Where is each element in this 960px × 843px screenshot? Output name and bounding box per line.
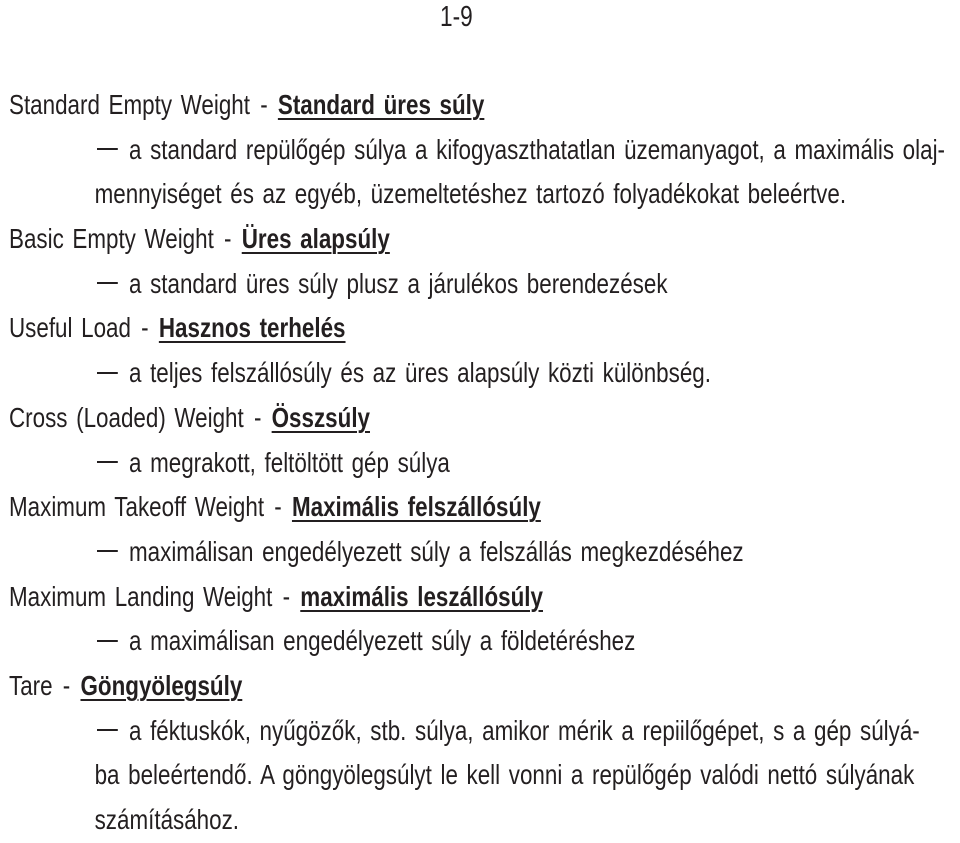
term-separator: -: [274, 491, 282, 523]
definition-text: számításához.: [94, 804, 240, 835]
term-hungarian: Hasznos terhelés: [158, 312, 346, 344]
definition-line: [9, 619, 765, 664]
term-hungarian: Üres alapsúly: [241, 223, 390, 255]
em-dash-rule: [97, 282, 118, 284]
term-separator: -: [141, 312, 149, 344]
definition-text: ba beleértendő. A göngyölegsúlyt le kell vonni a repülőgép valódi nettó súlyának: [94, 759, 915, 791]
term-separator: -: [282, 580, 291, 612]
definition-text: maximálisan engedélyezett súly a felszállás megkezdéséhez: [129, 535, 744, 567]
glossary-term: [9, 396, 765, 441]
term-english: Maximum Landing Weight: [9, 580, 273, 612]
term-english: Cross (Loaded) Weight: [9, 401, 244, 433]
term-separator: -: [253, 401, 262, 433]
glossary-term: [9, 664, 765, 709]
page-number: 1-9: [440, 1, 473, 33]
definition-text: a féktuskók, nyűgözők, stb. súlya, amikor mérik a repiilőgépet, s a gép súlyá-: [129, 714, 920, 746]
em-dash-rule: [97, 550, 118, 552]
glossary-entries: [9, 83, 954, 843]
term-hungarian: Összsúly: [271, 401, 370, 433]
definition-line: [9, 351, 765, 396]
glossary-term: [9, 217, 765, 262]
em-dash-rule: [97, 461, 118, 463]
definition-text: a teljes felszállósúly és az üres alapsúly közti különbség.: [129, 357, 711, 389]
term-english: Useful Load: [9, 312, 131, 344]
term-separator: -: [260, 89, 268, 120]
definition-line: [9, 530, 765, 575]
em-dash-rule: [97, 640, 118, 642]
definition-line: [9, 709, 920, 754]
term-english: Tare: [9, 669, 53, 701]
em-dash-rule: [97, 372, 118, 374]
glossary-term: [9, 306, 765, 351]
definition-text: a megrakott, feltöltött gép súlya: [129, 446, 450, 478]
term-separator: -: [224, 223, 232, 255]
term-hungarian: maximális leszállósúly: [300, 580, 543, 612]
em-dash-rule: [97, 148, 118, 150]
term-hungarian: Standard üres súly: [277, 89, 485, 120]
term-english: Standard Empty Weight: [9, 89, 250, 120]
definition-line: [9, 798, 765, 843]
term-separator: -: [62, 669, 71, 701]
definition-text: a maximálisan engedélyezett súly a földetéréshez: [129, 625, 636, 657]
definition-line: [9, 128, 946, 173]
term-hungarian: Maximális felszállósúly: [291, 491, 541, 523]
definition-line: [9, 441, 765, 486]
definition-text: a standard repülőgép súlya a kifogyaszthatatlan üzemanyagot, a maximális olaj-: [129, 133, 946, 165]
em-dash-rule: [97, 729, 118, 731]
definition-text: mennyiséget és az egyéb, üzemeltetéshez tartozó folyadékokat beleértve.: [94, 178, 847, 210]
definition-line: [9, 172, 847, 217]
glossary-term: [9, 485, 765, 530]
term-english: Maximum Takeoff Weight: [9, 491, 265, 523]
glossary-term: [9, 83, 765, 128]
term-hungarian: Göngyölegsúly: [80, 669, 243, 701]
term-english: Basic Empty Weight: [9, 223, 214, 255]
definition-line: [9, 262, 765, 307]
glossary-term: [9, 575, 765, 620]
definition-text: a standard üres súly plusz a járulékos berendezések: [129, 267, 668, 299]
definition-line: [9, 753, 915, 798]
